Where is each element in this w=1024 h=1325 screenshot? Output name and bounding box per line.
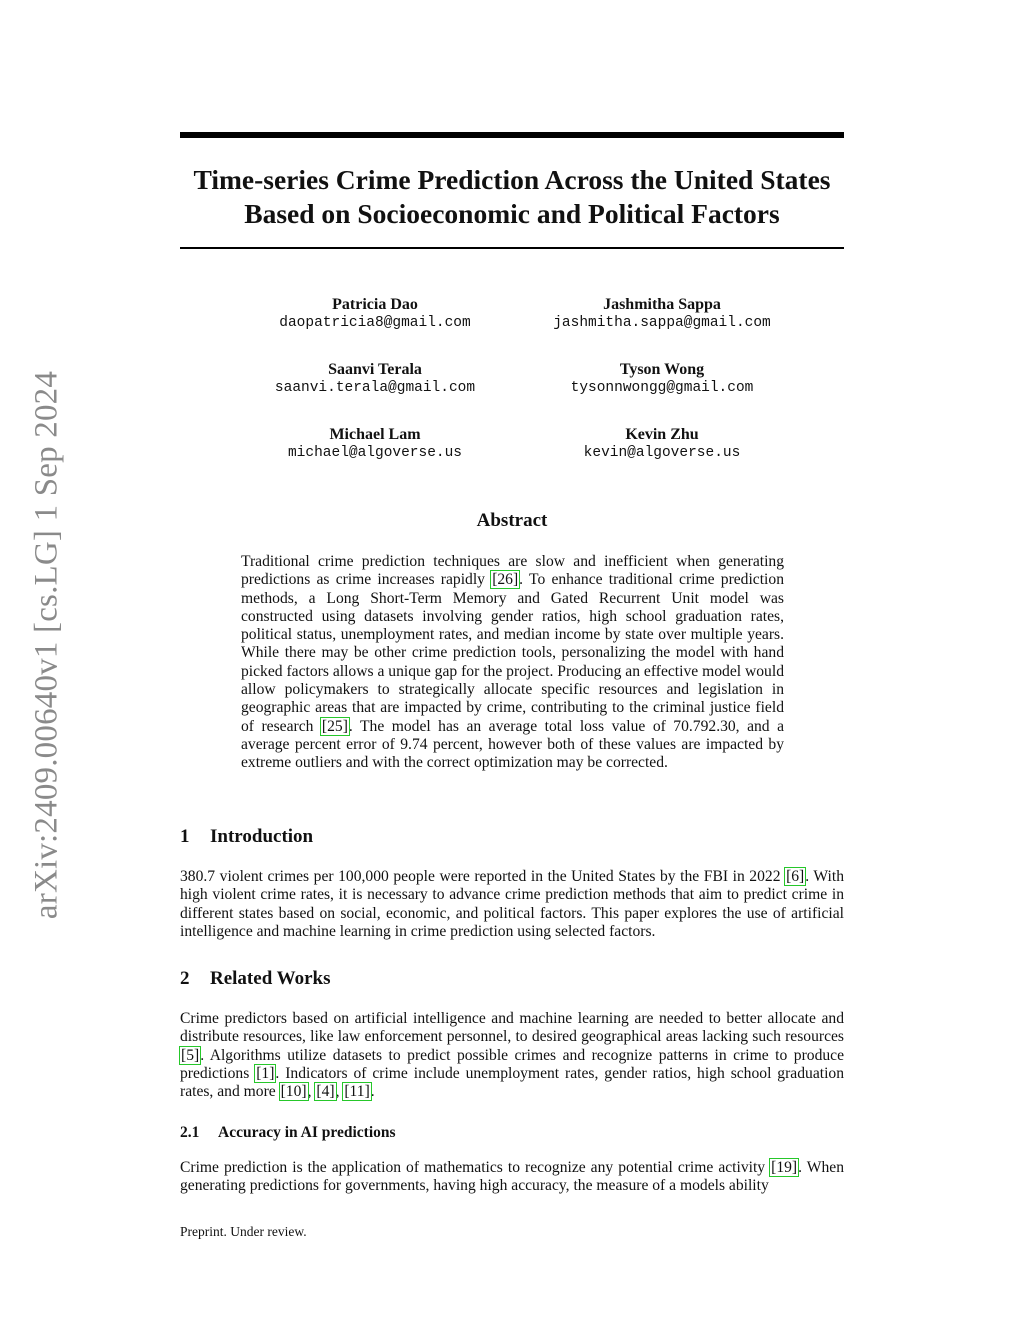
citation-link[interactable]: [4]: [316, 1083, 335, 1101]
author-block: [517, 295, 807, 333]
title-line-1: Time-series Crime Prediction Across the United States: [193, 164, 831, 195]
arxiv-stamp: [16, 360, 78, 930]
author-name: Jashmitha Sappa: [603, 296, 721, 313]
citation-link[interactable]: [25]: [321, 717, 348, 735]
title-line-2: Based on Socioeconomic and Political Factors: [244, 198, 780, 229]
abstract-heading: Abstract: [476, 510, 548, 531]
author-email[interactable]: saanvi.terala@gmail.com: [274, 380, 476, 396]
citation-link[interactable]: [11]: [344, 1083, 370, 1101]
text-run: Crime predictors based on artificial intelligence and machine learning are needed to better allocate and distribute resources, like law enforcement personnel, to desired geographical areas lacking such resources: [180, 1010, 844, 1046]
text-run: ,: [307, 1083, 316, 1101]
text-run: Crime prediction is the application of mathematics to recognize any potential crime activity: [180, 1159, 771, 1176]
subsection-heading-accuracy: [180, 1124, 396, 1142]
citation-link[interactable]: [19]: [771, 1159, 798, 1176]
text-run: . With high violent crime rates, it is necessary to advance crime prediction methods that aim to predict crime in different states based on social, economic, and political factors. This paper explores the use of artificial intelligence and machine learning in crime prediction using selected factors.: [180, 868, 844, 940]
author-email[interactable]: daopatricia8@gmail.com: [279, 315, 471, 331]
arxiv-stamp-text: arXiv:2409.00640v1 [cs.LG] 1 Sep 2024: [28, 370, 65, 920]
author-block: [517, 425, 807, 463]
author-block: [230, 360, 520, 398]
text-run: . Algorithms utilize datasets to predict possible crimes and recognize patterns in crime to produce predictions: [180, 1046, 844, 1082]
author-email[interactable]: jashmitha.sappa@gmail.com: [553, 315, 771, 331]
subsection-number: 2.1: [180, 1124, 200, 1141]
accuracy-paragraph: [180, 1159, 844, 1196]
paper-title: [180, 163, 844, 231]
citation-link[interactable]: [1]: [256, 1064, 275, 1082]
abstract-text: [241, 553, 784, 773]
author-email[interactable]: kevin@algoverse.us: [583, 445, 741, 461]
citation-link[interactable]: [26]: [492, 571, 519, 589]
section-title: Related Works: [210, 968, 331, 989]
author-name: Kevin Zhu: [625, 426, 699, 443]
citation-link[interactable]: [10]: [280, 1083, 307, 1101]
section-heading-related-works: [180, 968, 331, 990]
text-run: 380.7 violent crimes per 100,000 people were reported in the United States by the FBI in 2022: [180, 868, 786, 885]
citation-link[interactable]: [6]: [786, 868, 805, 885]
author-block: [517, 360, 807, 398]
section-number: 2: [180, 968, 190, 989]
text-run: .: [370, 1083, 375, 1101]
author-name: Michael Lam: [329, 426, 421, 443]
author-block: [230, 295, 520, 333]
author-name: Saanvi Terala: [328, 361, 422, 378]
text-run: ,: [335, 1083, 344, 1101]
text-run: . To enhance traditional crime prediction methods, a Long Short-Term Memory and Gated Recurrent Unit model was constructed using datasets involving gender ratios, high school graduation rates, political status, unemployment rates, and median income by state over multiple years. While there may be other crime prediction tools, personalizing the model with hand picked factors allows a unique gap for the project. Producing an effective model would allow policymakers to strategically allocate specific resources and legislation in geographic areas that are impacted by crime, contributing to the criminal justice field of research: [241, 571, 784, 735]
introduction-paragraph: [180, 868, 844, 941]
text-run: . Indicators of crime include unemployment rates, gender ratios, high school graduation rates, and more: [180, 1064, 844, 1101]
section-heading-introduction: [180, 826, 313, 848]
section-title: Introduction: [210, 826, 314, 847]
text-run: . The model has an average total loss value of 70.792.30, and a average percent error of 9.74 percent, however both of these values are impacted by extreme outliers and with the correct optimization may be corrected.: [241, 717, 784, 772]
author-name: Patricia Dao: [332, 296, 418, 313]
text-run: Traditional crime prediction techniques are slow and inefficient when generating predictions as crime increases rapidly: [241, 553, 784, 589]
author-email[interactable]: tysonnwongg@gmail.com: [570, 380, 754, 396]
text-run: . When generating predictions for governments, having high accuracy, the measure of a models ability: [180, 1159, 845, 1195]
citation-link[interactable]: [5]: [181, 1046, 200, 1064]
title-bottom-rule: [180, 247, 844, 249]
author-name: Tyson Wong: [619, 361, 705, 378]
section-number: 1: [180, 826, 190, 847]
subsection-title: Accuracy in AI predictions: [218, 1124, 396, 1141]
related-works-paragraph: [180, 1010, 844, 1101]
author-block: [230, 425, 520, 463]
footer-note: Preprint. Under review.: [180, 1224, 307, 1239]
author-email[interactable]: michael@algoverse.us: [287, 445, 463, 461]
title-top-rule: [180, 132, 844, 138]
